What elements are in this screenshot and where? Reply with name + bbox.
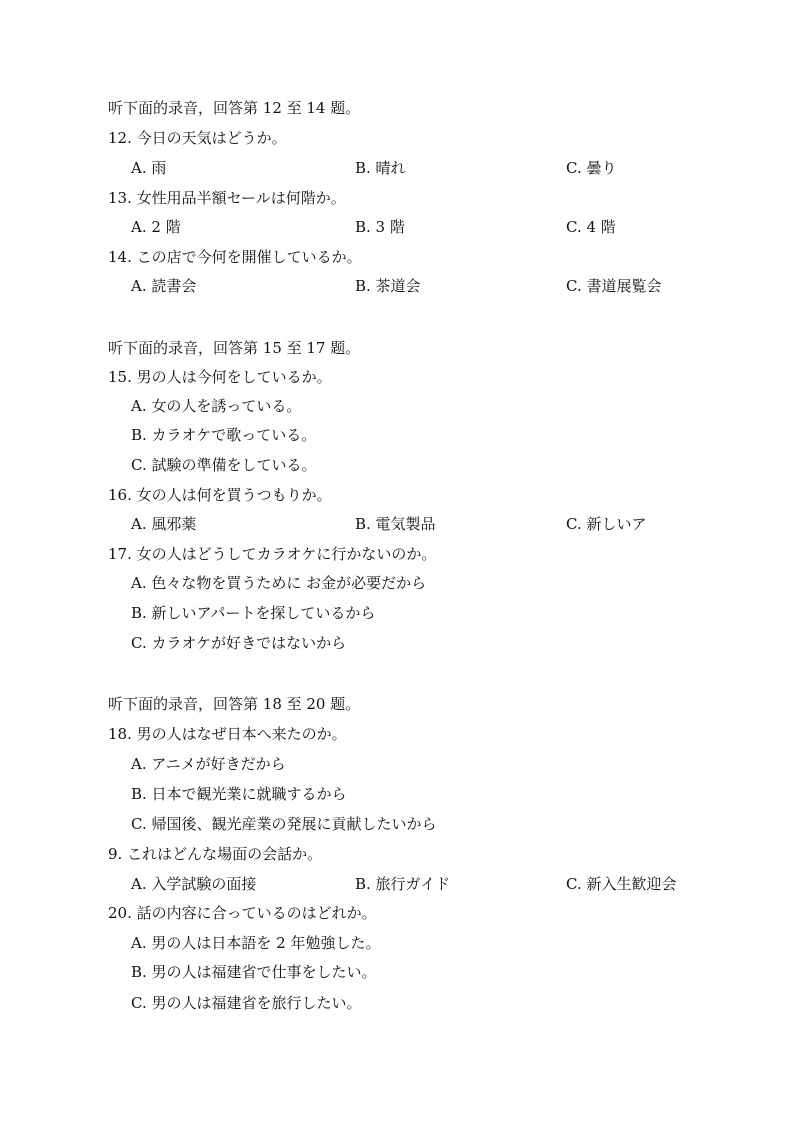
option-16-c: C. 新しいア xyxy=(566,515,647,533)
option-12-c: C. 曇り xyxy=(566,159,617,177)
option-15-c: C. 試験の準備をしている。 xyxy=(131,456,317,474)
option-17-a: A. 色々な物を買うために お金が必要だから xyxy=(131,574,427,592)
option-19-b: B. 旅行ガイド xyxy=(355,875,451,893)
question-17: 17. 女の人はどうしてカラオケに行かないのか。 xyxy=(108,545,437,563)
option-18-a: A. アニメが好きだから xyxy=(131,755,286,773)
option-14-b: B. 茶道会 xyxy=(355,277,421,295)
question-14: 14. この店で今何を開催しているか。 xyxy=(108,248,362,266)
option-14-c: C. 書道展覧会 xyxy=(566,277,662,295)
option-12-a: A. 雨 xyxy=(131,159,167,177)
question-20: 20. 話の内容に合っているのはどれか。 xyxy=(108,904,377,922)
option-20-b: B. 男の人は福建省で仕事をしたい。 xyxy=(131,963,377,981)
option-19-c: C. 新入生歓迎会 xyxy=(566,875,677,893)
option-15-a: A. 女の人を誘っている。 xyxy=(131,397,302,415)
section-instruction: 听下面的录音，回答第 18 至 20 题。 xyxy=(108,695,361,713)
section-instruction: 听下面的录音，回答第 12 至 14 题。 xyxy=(108,99,361,117)
option-18-b: B. 日本で観光業に就職するから xyxy=(131,785,347,803)
option-16-b: B. 電気製品 xyxy=(355,515,436,533)
option-19-a: A. 入学試験の面接 xyxy=(131,875,257,893)
option-14-a: A. 読書会 xyxy=(131,277,197,295)
option-16-a: A. 風邪薬 xyxy=(131,515,197,533)
option-12-b: B. 晴れ xyxy=(355,159,406,177)
question-18: 18. 男の人はなぜ日本へ来たのか。 xyxy=(108,725,347,743)
question-12: 12. 今日の天気はどうか。 xyxy=(108,129,287,147)
question-15: 15. 男の人は今何をしているか。 xyxy=(108,368,332,386)
option-17-c: C. カラオケが好きではないから xyxy=(131,634,347,652)
option-15-b: B. カラオケで歌っている。 xyxy=(131,426,317,444)
question-16: 16. 女の人は何を買うつもりか。 xyxy=(108,486,332,504)
option-20-a: A. 男の人は日本語を 2 年勉強した。 xyxy=(131,934,381,952)
option-18-c: C. 帰国後、観光産業の発展に貢献したいから xyxy=(131,815,437,833)
option-17-b: B. 新しいアパートを探しているから xyxy=(131,604,376,622)
question-13: 13. 女性用品半額セールは何階か。 xyxy=(108,189,346,207)
option-13-b: B. 3 階 xyxy=(355,218,405,236)
option-20-c: C. 男の人は福建省を旅行したい。 xyxy=(131,994,362,1012)
option-13-a: A. 2 階 xyxy=(131,218,181,236)
option-13-c: C. 4 階 xyxy=(566,218,616,236)
question-19: 9. これはどんな場面の会話か。 xyxy=(108,845,323,863)
section-instruction: 听下面的录音，回答第 15 至 17 题。 xyxy=(108,339,361,357)
